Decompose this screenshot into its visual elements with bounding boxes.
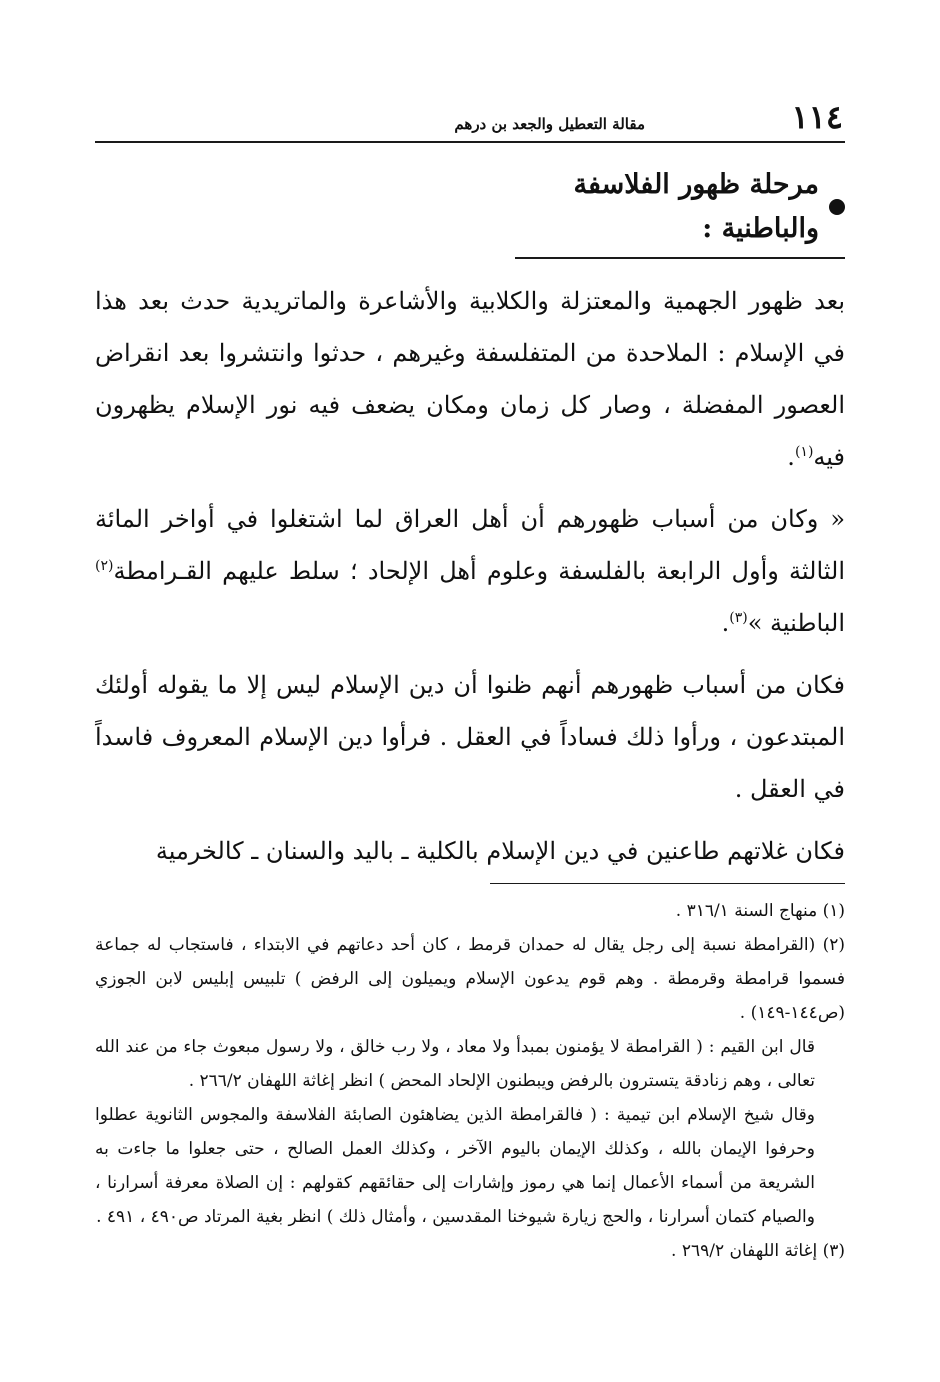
paragraph-2-end: . xyxy=(721,609,730,637)
footnote-1: (١) منهاج السنة ٣١٦/١ . xyxy=(675,901,845,921)
paragraph-1 xyxy=(95,275,845,483)
paragraph-4-text: فكان غلاتهم طاعنين في دين الإسلام بالكلية ـ باليد والسنان ـ كالخرمية xyxy=(155,837,845,865)
footnote-3: (٣) إغاثة اللهفان ٢٦٩/٢ . xyxy=(671,1241,845,1261)
paragraph-2-text-b: الباطنية » xyxy=(747,609,845,637)
footnote-ref-2: (٢) xyxy=(95,558,114,574)
footnote-2-quote-ibn-taymiyyah: وقال شيخ الإسلام ابن تيمية : ( فالقرامطة الذين يضاهئون الصابئة الفلاسفة والمجوس الثانوية عطلوا وحرفوا الإيمان بالله ، وكذلك الإيمان باليوم الآخر ، وكذلك العمل الصالح ، حتى جعلوا ما جاءت به الشريعة من أسماء الأعمال إنما هي رموز وإشارات إلى حقائقهم كقولهم : إن الصلاة معرفة أسرارنا ، والصيام كتمان أسرارنا ، والحج زيارة شيوخنا المقدسين ، وأمثال ذلك ) انظر بغية المرتاد ص٤٩٠ ، ٤٩١ . xyxy=(95,1105,815,1227)
running-header xyxy=(95,95,845,143)
footnotes xyxy=(95,894,845,1268)
footnote-2-quote-ibn-alqayyim: قال ابن القيم : ( القرامطة لا يؤمنون بمبدأ ولا معاد ، ولا رب خالق ، ولا رسول مبعوث جاء من عند الله تعالى ، وهم زنادقة يتسترون بالرفض ويبطنون الإلحاد المحض ) انظر إغاثة اللهفان ٢٦٦/٢ . xyxy=(95,1037,815,1091)
bullet-icon xyxy=(829,199,845,215)
paragraph-3-text: فكان من أسباب ظهورهم أنهم ظنوا أن دين الإسلام ليس إلا ما يقوله أولئك المبتدعون ، ورأوا ذلك فساداً في العقل . فرأوا دين الإسلام المعروف فاسداً في العقل . xyxy=(95,671,845,803)
footnote-ref-1: (١) xyxy=(794,444,814,460)
paragraph-1-text: بعد ظهور الجهمية والمعتزلة والكلابية والأشاعرة والماتريدية حدث بعد هذا في الإسلام : الملاحدة من المتفلسفة وغيرهم ، حدثوا وانتشروا بعد انقراض العصور المفضلة ، وصار كل زمان ومكان يضعف فيه نور الإسلام يظهرون فيه xyxy=(95,287,845,471)
footnote-separator xyxy=(490,883,845,884)
paragraph-3 xyxy=(95,659,845,815)
book-page xyxy=(95,95,845,1268)
paragraph-2-text-a: « وكان من أسباب ظهورهم أن أهل العراق لما اشتغلوا في أواخر المائة الثالثة وأول الرابعة بالفلسفة وعلوم أهل الإلحاد ؛ سلط عليهم القـرامطة xyxy=(95,505,845,585)
section-heading xyxy=(515,163,845,259)
paragraph-1-end: . xyxy=(787,443,795,471)
section-heading-text: مرحلة ظهور الفلاسفة والباطنية : xyxy=(573,169,819,244)
paragraph-4 xyxy=(95,825,845,877)
footnote-2: (٢) (القرامطة نسبة إلى رجل يقال له حمدان قرمط ، كان أحد دعاتهم في الابتداء ، فاستجاب له جماعة فسموا قرامطة وقرمطة . وهم قوم يدعون الإسلام ويميلون إلى الرفض ) تلبيس إبليس لابن الجوزي (ص١٤٤-١٤٩) . xyxy=(95,935,845,1023)
paragraph-2-quote xyxy=(95,493,845,649)
page-number: ١١٤ xyxy=(791,98,843,136)
footnote-ref-3: (٣) xyxy=(729,610,748,626)
running-title: مقالة التعطيل والجعد بن درهم xyxy=(454,115,645,133)
